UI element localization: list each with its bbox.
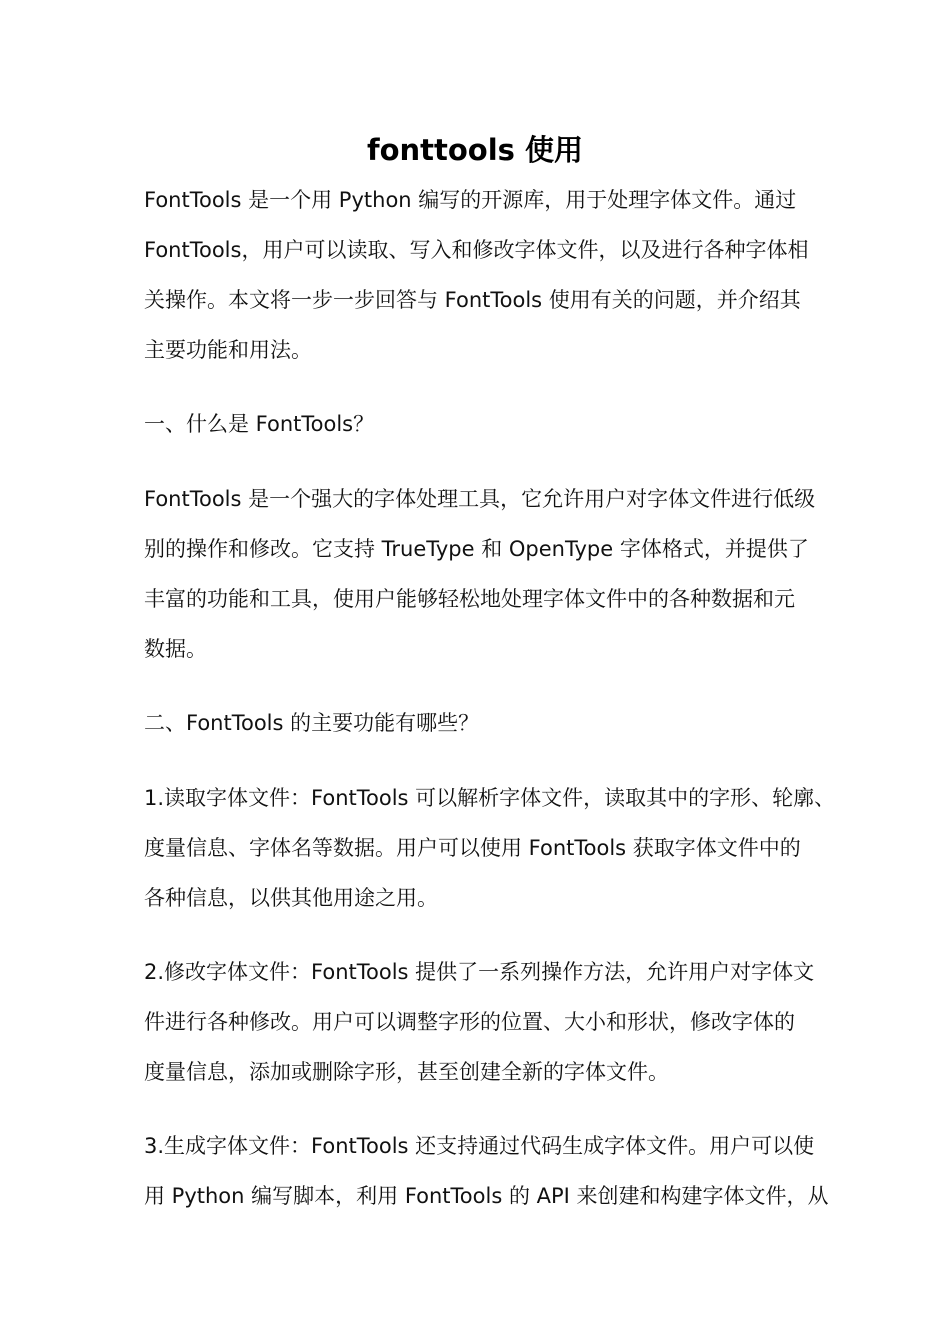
paragraph-line: FontTools，用户可以读取、写入和修改字体文件，以及进行各种字体相 (144, 238, 809, 262)
paragraph-line: 关操作。本文将一步一步回答与 FontTools 使用有关的问题，并介绍其 (144, 288, 801, 312)
paragraph-line: FontTools 是一个强大的字体处理工具，它允许用户对字体文件进行低级 (144, 487, 816, 511)
paragraph-line: 度量信息，添加或删除字形，甚至创建全新的字体文件。 (144, 1060, 669, 1084)
paragraph-line: 2.修改字体文件：FontTools 提供了一系列操作方法，允许用户对字体文 (144, 960, 815, 984)
paragraph-line: 别的操作和修改。它支持 TrueType 和 OpenType 字体格式，并提供了 (144, 537, 809, 561)
paragraph-line: 用 Python 编写脚本，利用 FontTools 的 API 来创建和构建字体文件，从 (144, 1184, 829, 1208)
paragraph-line: 3.生成字体文件：FontTools 还支持通过代码生成字体文件。用户可以使 (144, 1134, 815, 1158)
paragraph-line: 度量信息、字体名等数据。用户可以使用 FontTools 获取字体文件中的 (144, 836, 801, 860)
section-heading: 一、什么是 FontTools？ (144, 412, 375, 436)
paragraph-line: 主要功能和用法。 (144, 338, 312, 362)
paragraph-line: 数据。 (144, 637, 207, 661)
document-title: fonttools 使用 (366, 133, 584, 167)
paragraph-line: 各种信息，以供其他用途之用。 (144, 886, 438, 910)
paragraph-line: FontTools 是一个用 Python 编写的开源库，用于处理字体文件。通过 (144, 188, 797, 212)
paragraph-line: 件进行各种修改。用户可以调整字形的位置、大小和形状，修改字体的 (144, 1010, 795, 1034)
paragraph-line: 1.读取字体文件：FontTools 可以解析字体文件，读取其中的字形、轮廓、 (144, 786, 836, 810)
section-heading: 二、FontTools 的主要功能有哪些？ (144, 711, 480, 735)
paragraph-line: 丰富的功能和工具，使用户能够轻松地处理字体文件中的各种数据和元 (144, 587, 795, 611)
